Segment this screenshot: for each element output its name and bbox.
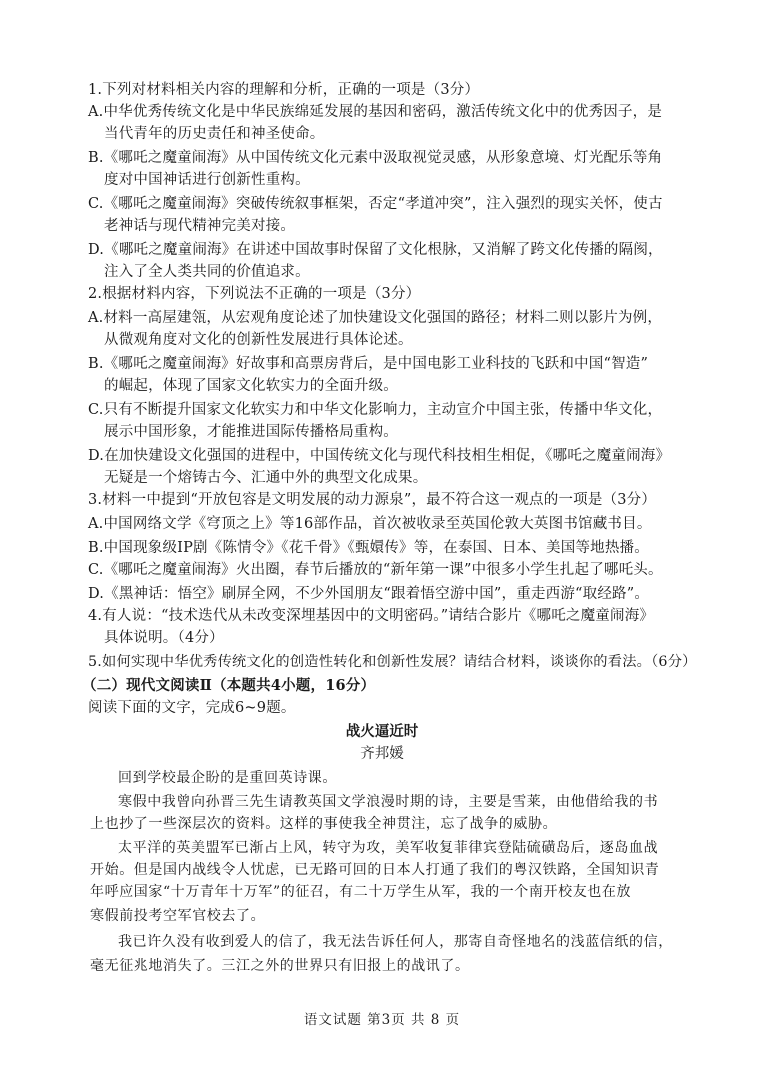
section-heading: （二）现代文阅读Ⅱ（本题共4小题，16分）	[82, 677, 376, 694]
question-5-stem: 5.如何实现中华优秀传统文化的创造性转化和创新性发展？请结合材料，谈谈你的看法。（6分）	[88, 654, 697, 670]
q2-option-a: A.材料一高屋建瓴，从宏观角度论述了加快建设文化强国的路径；材料二则以影片为例，	[88, 310, 663, 326]
q2-option-b: B.《哪吒之魔童闹海》好故事和高票房背后，是中国电影工业科技的飞跃和中国“智造”	[88, 356, 649, 372]
q2-option-a-cont: 从微观角度对文化的创新性发展进行具体论述。	[104, 332, 413, 348]
q2-option-d: D.在加快建设文化强国的进程中，中国传统文化与现代科技相生相促，《哪吒之魔童闹海》	[88, 448, 671, 464]
reading-instruction: 阅读下面的文字，完成6~9题。	[88, 700, 296, 716]
q2-option-b-cont: 的崛起，体现了国家文化软实力的全面升级。	[104, 378, 398, 394]
q2-option-c: C.只有不断提升国家文化软实力和中华文化影响力，主动宣介中国主张，传播中华文化，	[88, 402, 663, 418]
q3-option-c: C.《哪吒之魔童闹海》火出圈，春节后播放的“新年第一课”中很多小学生扎起了哪吒头。	[88, 562, 663, 578]
q1-option-d: D.《哪吒之魔童闹海》在讲述中国故事时保留了文化根脉，又消解了跨文化传播的隔阂，	[88, 242, 663, 258]
story-title: 战火逼近时	[345, 723, 419, 740]
q3-option-a: A.中国网络文学《穹顶之上》等16部作品，首次被收录至英国伦敦大英图书馆藏书目。	[88, 516, 652, 532]
q3-option-b: B.中国现象级IP剧《陈情令》《花千骨》《甄嬛传》等，在泰国、日本、美国等地热播。	[88, 540, 649, 556]
q1-option-c: C.《哪吒之魔童闹海》突破传统叙事框架，否定“孝道冲突”，注入强烈的现实关怀，使古	[88, 196, 663, 212]
q1-option-a: A.中华优秀传统文化是中华民族绵延发展的基因和密码，激活传统文化中的优秀因子，是	[88, 104, 663, 120]
story-paragraph-4: 我已许久没有收到爱人的信了，我无法告诉任何人，那寄自奇怪地名的浅蓝信纸的信，	[118, 934, 673, 950]
q1-option-b: B.《哪吒之魔童闹海》从中国传统文化元素中汲取视觉灵感，从形象意境、灯光配乐等角	[88, 150, 663, 166]
question-1-stem: 1.下列对材料相关内容的理解和分析，正确的一项是（3分）	[88, 82, 480, 98]
question-2-stem: 2.根据材料内容，下列说法不正确的一项是（3分）	[88, 286, 421, 302]
q2-option-c-cont: 展示中国形象，才能推进国际传播格局重构。	[104, 424, 398, 440]
story-paragraph-1: 回到学校最企盼的是重回英诗课。	[118, 770, 337, 786]
q1-option-c-cont: 老神话与现代精神完美对接。	[104, 218, 296, 234]
page-footer: 语文试题 第3页 共 8 页	[303, 1012, 461, 1028]
story-paragraph-3-line: 年呼应国家“十万青年十万军”的征召，有二十万学生从军，我的一个南开校友也在放	[90, 884, 632, 900]
story-paragraph-2-line: 上也抄了一些深层次的资料。这样的事使我全神贯注，忘了战争的威胁。	[90, 816, 558, 832]
question-4-stem-cont: 具体说明。（4分）	[104, 630, 224, 646]
story-paragraph-3-line: 开始。但是国内战线令人忧虑，已无路可回的日本人打通了我们的粤汉铁路，全国知识青	[90, 862, 660, 878]
q2-option-d-cont: 无疑是一个熔铸古今、汇通中外的典型文化成果。	[104, 470, 428, 486]
story-author: 齐邦媛	[360, 746, 404, 762]
story-paragraph-2: 寒假中我曾向孙晋三先生请教英国文学浪漫时期的诗，主要是雪莱，由他借给我的书	[118, 794, 659, 810]
q3-option-d: D.《黑神话：悟空》刷屏全网，不少外国朋友“跟着悟空游中国”，重走西游“取经路”。	[88, 586, 650, 602]
q1-option-a-cont: 当代青年的历史责任和神圣使命。	[104, 126, 325, 142]
story-paragraph-3-line: 寒假前投考空军官校去了。	[90, 908, 266, 924]
q1-option-d-cont: 注入了全人类共同的价值追求。	[104, 264, 310, 280]
question-4-stem: 4.有人说：“技术迭代从未改变深埋基因中的文明密码。”请结合影片《哪吒之魔童闹海》	[88, 608, 655, 624]
story-paragraph-4-line: 毫无征兆地消失了。三江之外的世界只有旧报上的战讯了。	[90, 958, 470, 974]
story-paragraph-3: 太平洋的英美盟军已渐占上风，转守为攻，美军收复菲律宾登陆硫磺岛后，逐岛血战	[118, 840, 659, 856]
q1-option-b-cont: 度对中国神话进行创新性重构。	[104, 172, 310, 188]
question-3-stem: 3.材料一中提到“开放包容是文明发展的动力源泉”，最不符合这一观点的一项是（3分）	[88, 492, 657, 508]
